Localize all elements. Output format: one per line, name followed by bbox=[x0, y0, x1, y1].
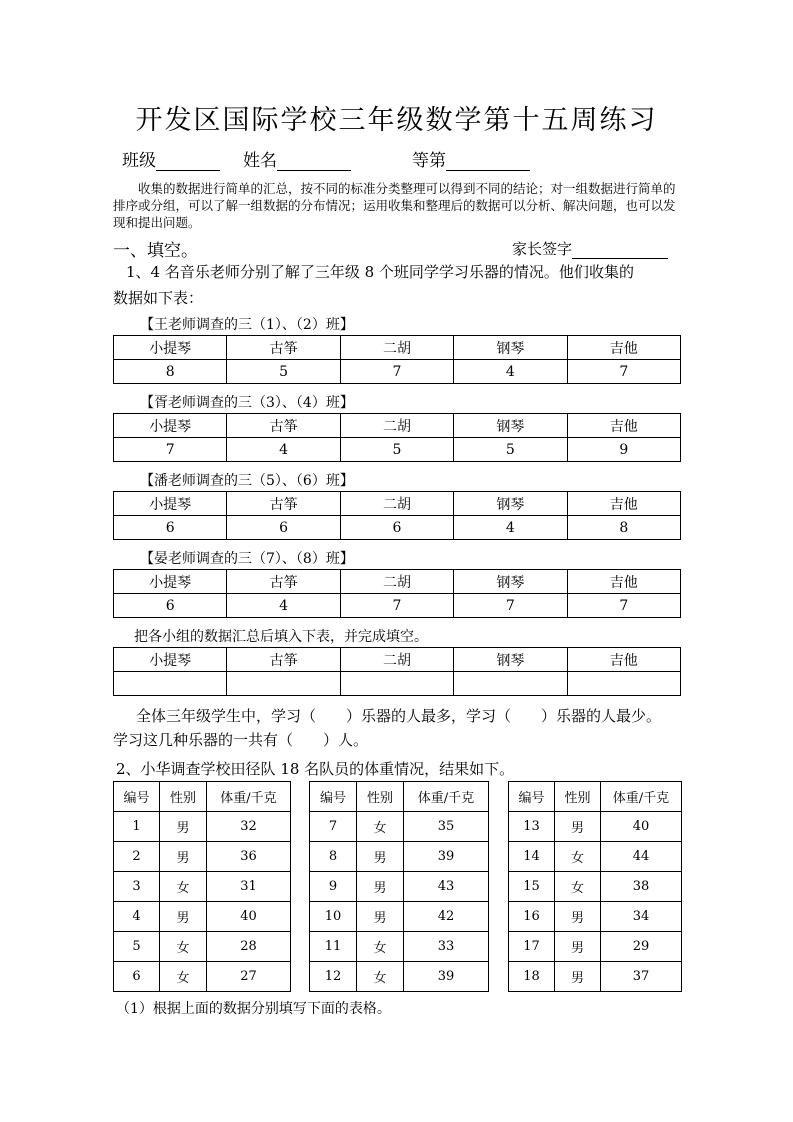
weight-cell: 40 bbox=[601, 812, 682, 842]
weight-cell: 32 bbox=[207, 812, 291, 842]
value-cell: 7 bbox=[567, 360, 680, 384]
table-row bbox=[310, 812, 489, 842]
id-cell: 18 bbox=[509, 962, 555, 992]
id-cell: 8 bbox=[310, 842, 357, 872]
value-cell: 6 bbox=[340, 516, 453, 540]
weight-cell: 28 bbox=[207, 932, 291, 962]
table-row bbox=[310, 932, 489, 962]
gender-cell: 男 bbox=[160, 902, 207, 932]
weight-cell: 40 bbox=[207, 902, 291, 932]
weight-cell: 39 bbox=[404, 962, 489, 992]
id-cell: 9 bbox=[310, 872, 357, 902]
gender-cell: 男 bbox=[555, 932, 601, 962]
fill-line-1: 全体三年级学生中，学习（ ）乐器的人最多，学习（ ）乐器的人最少。 bbox=[136, 707, 662, 725]
table-row bbox=[114, 962, 291, 992]
value-cell: 5 bbox=[227, 360, 340, 384]
table-row bbox=[114, 902, 291, 932]
instrument-table bbox=[113, 491, 681, 540]
header-cell: 钢琴 bbox=[454, 492, 567, 516]
header-cell: 古筝 bbox=[227, 336, 340, 360]
q2-sub1: （1）根据上面的数据分别填写下面的表格。 bbox=[116, 1001, 391, 1017]
gender-cell: 女 bbox=[357, 812, 404, 842]
id-cell: 17 bbox=[509, 932, 555, 962]
value-cell: 4 bbox=[227, 594, 340, 618]
weight-cell: 27 bbox=[207, 962, 291, 992]
value-cell: 4 bbox=[454, 516, 567, 540]
gender-cell: 女 bbox=[160, 962, 207, 992]
section-heading-fill: 一、填空。 bbox=[113, 241, 198, 261]
weight-cell: 31 bbox=[207, 872, 291, 902]
value-cell: 7 bbox=[567, 594, 680, 618]
answer-cell[interactable] bbox=[567, 672, 680, 696]
header-cell: 性别 bbox=[555, 782, 601, 812]
intro-paragraph: 收集的数据进行简单的汇总，按不同的标准分类整理可以得到不同的结论；对一组数据进行简单的排序或分组，可以了解一组数据的分布情况；运用收集和整理后的数据可以分析、解决问题，也可以发现和提出问题。 bbox=[113, 181, 676, 230]
q1-text-line1: 1、4 名音乐老师分别了解了三年级 8 个班同学学习乐器的情况。他们收集的 bbox=[126, 263, 634, 281]
table-row bbox=[310, 902, 489, 932]
instrument-table bbox=[113, 569, 681, 618]
header-cell: 体重/千克 bbox=[207, 782, 291, 812]
id-cell: 10 bbox=[310, 902, 357, 932]
value-cell: 4 bbox=[227, 438, 340, 462]
value-cell: 7 bbox=[340, 594, 453, 618]
table-row bbox=[310, 962, 489, 992]
table-row bbox=[310, 872, 489, 902]
id-cell: 12 bbox=[310, 962, 357, 992]
weight-cell: 33 bbox=[404, 932, 489, 962]
page-title: 开发区国际学校三年级数学第十五周练习 bbox=[135, 105, 658, 136]
header-cell: 二胡 bbox=[340, 492, 453, 516]
header-cell: 性别 bbox=[357, 782, 404, 812]
gender-cell: 男 bbox=[555, 962, 601, 992]
value-cell: 7 bbox=[454, 594, 567, 618]
gender-cell: 女 bbox=[555, 872, 601, 902]
name-field bbox=[243, 146, 351, 171]
id-cell: 14 bbox=[509, 842, 555, 872]
header-cell: 小提琴 bbox=[114, 570, 227, 594]
table-row bbox=[114, 872, 291, 902]
id-cell: 3 bbox=[114, 872, 160, 902]
value-cell: 7 bbox=[340, 360, 453, 384]
gender-cell: 女 bbox=[160, 932, 207, 962]
id-cell: 4 bbox=[114, 902, 160, 932]
weight-cell: 39 bbox=[404, 842, 489, 872]
name-label: 姓名 bbox=[243, 151, 277, 171]
grade-field bbox=[412, 146, 530, 171]
grade-blank[interactable] bbox=[446, 152, 530, 171]
class-blank[interactable] bbox=[156, 152, 220, 171]
weight-cell: 37 bbox=[601, 962, 682, 992]
gender-cell: 女 bbox=[357, 962, 404, 992]
header-cell: 钢琴 bbox=[454, 570, 567, 594]
table-row bbox=[509, 962, 682, 992]
value-cell: 5 bbox=[340, 438, 453, 462]
id-cell: 2 bbox=[114, 842, 160, 872]
table-row bbox=[509, 812, 682, 842]
gender-cell: 女 bbox=[555, 842, 601, 872]
group-caption: 【王老师调查的三（1）、（2）班】 bbox=[140, 317, 354, 333]
header-cell: 古筝 bbox=[227, 414, 340, 438]
id-cell: 7 bbox=[310, 812, 357, 842]
class-label: 班级 bbox=[122, 151, 156, 171]
value-cell: 9 bbox=[567, 438, 680, 462]
table-row bbox=[114, 842, 291, 872]
answer-cell[interactable] bbox=[114, 672, 227, 696]
gender-cell: 女 bbox=[357, 932, 404, 962]
answer-cell[interactable] bbox=[227, 672, 340, 696]
weight-cell: 42 bbox=[404, 902, 489, 932]
value-cell: 7 bbox=[114, 438, 227, 462]
group-caption: 【晏老师调查的三（7）、（8）班】 bbox=[140, 551, 354, 567]
value-cell: 8 bbox=[114, 360, 227, 384]
header-cell: 吉他 bbox=[567, 648, 680, 672]
header-cell: 吉他 bbox=[567, 336, 680, 360]
weight-cell: 34 bbox=[601, 902, 682, 932]
instrument-table bbox=[113, 335, 681, 384]
weight-cell: 38 bbox=[601, 872, 682, 902]
gender-cell: 女 bbox=[160, 872, 207, 902]
header-cell: 古筝 bbox=[227, 570, 340, 594]
name-blank[interactable] bbox=[277, 152, 351, 171]
header-cell: 钢琴 bbox=[454, 648, 567, 672]
value-cell: 6 bbox=[114, 594, 227, 618]
header-cell: 钢琴 bbox=[454, 414, 567, 438]
header-cell: 二胡 bbox=[340, 414, 453, 438]
header-cell: 小提琴 bbox=[114, 648, 227, 672]
table-row bbox=[509, 842, 682, 872]
header-cell: 钢琴 bbox=[454, 336, 567, 360]
id-cell: 11 bbox=[310, 932, 357, 962]
header-cell: 编号 bbox=[310, 782, 357, 812]
header-cell: 二胡 bbox=[340, 648, 453, 672]
gender-cell: 男 bbox=[357, 872, 404, 902]
header-cell: 小提琴 bbox=[114, 414, 227, 438]
gender-cell: 男 bbox=[357, 842, 404, 872]
value-cell: 6 bbox=[227, 516, 340, 540]
summary-instruction: 把各小组的数据汇总后填入下表，并完成填空。 bbox=[134, 629, 428, 645]
instrument-table bbox=[113, 413, 681, 462]
gender-cell: 男 bbox=[555, 902, 601, 932]
header-cell: 体重/千克 bbox=[601, 782, 682, 812]
weight-cell: 44 bbox=[601, 842, 682, 872]
header-cell: 吉他 bbox=[567, 492, 680, 516]
header-cell: 吉他 bbox=[567, 570, 680, 594]
value-cell: 4 bbox=[454, 360, 567, 384]
table-row bbox=[509, 902, 682, 932]
id-cell: 1 bbox=[114, 812, 160, 842]
table-row bbox=[509, 872, 682, 902]
q1-text-line2: 数据如下表： bbox=[113, 289, 204, 307]
class-field bbox=[122, 146, 220, 171]
header-cell: 古筝 bbox=[227, 648, 340, 672]
gender-cell: 男 bbox=[160, 842, 207, 872]
group-caption: 【潘老师调查的三（5）、（6）班】 bbox=[140, 473, 354, 489]
answer-cell[interactable] bbox=[340, 672, 453, 696]
id-cell: 16 bbox=[509, 902, 555, 932]
id-cell: 6 bbox=[114, 962, 160, 992]
weight-cell: 35 bbox=[404, 812, 489, 842]
weight-cell: 43 bbox=[404, 872, 489, 902]
parent-sign-label: 家长签字 bbox=[512, 240, 573, 258]
parent-sign-blank[interactable] bbox=[572, 240, 668, 259]
header-cell: 古筝 bbox=[227, 492, 340, 516]
id-cell: 13 bbox=[509, 812, 555, 842]
value-cell: 5 bbox=[454, 438, 567, 462]
value-cell: 8 bbox=[567, 516, 680, 540]
gender-cell: 男 bbox=[555, 812, 601, 842]
header-cell: 性别 bbox=[160, 782, 207, 812]
summary-table bbox=[113, 647, 681, 696]
id-cell: 5 bbox=[114, 932, 160, 962]
value-cell: 6 bbox=[114, 516, 227, 540]
parent-sign-field bbox=[512, 238, 668, 259]
answer-cell[interactable] bbox=[454, 672, 567, 696]
weight-table-2 bbox=[309, 781, 489, 992]
grade-label: 等第 bbox=[412, 151, 446, 171]
header-cell: 二胡 bbox=[340, 570, 453, 594]
header-cell: 编号 bbox=[509, 782, 555, 812]
weight-table-3 bbox=[508, 781, 682, 992]
weight-cell: 36 bbox=[207, 842, 291, 872]
header-cell: 小提琴 bbox=[114, 336, 227, 360]
header-cell: 体重/千克 bbox=[404, 782, 489, 812]
table-row bbox=[114, 932, 291, 962]
fill-line-2: 学习这几种乐器的一共有（ ）人。 bbox=[113, 731, 369, 749]
gender-cell: 男 bbox=[160, 812, 207, 842]
q2-intro: 2、小华调查学校田径队 18 名队员的体重情况，结果如下。 bbox=[116, 760, 515, 778]
id-cell: 15 bbox=[509, 872, 555, 902]
table-row bbox=[310, 842, 489, 872]
table-row bbox=[509, 932, 682, 962]
weight-table-1 bbox=[113, 781, 291, 992]
header-cell: 小提琴 bbox=[114, 492, 227, 516]
header-cell: 编号 bbox=[114, 782, 160, 812]
gender-cell: 男 bbox=[357, 902, 404, 932]
header-cell: 二胡 bbox=[340, 336, 453, 360]
header-cell: 吉他 bbox=[567, 414, 680, 438]
group-caption: 【胥老师调查的三（3）、（4）班】 bbox=[140, 395, 354, 411]
weight-cell: 29 bbox=[601, 932, 682, 962]
table-row bbox=[114, 812, 291, 842]
